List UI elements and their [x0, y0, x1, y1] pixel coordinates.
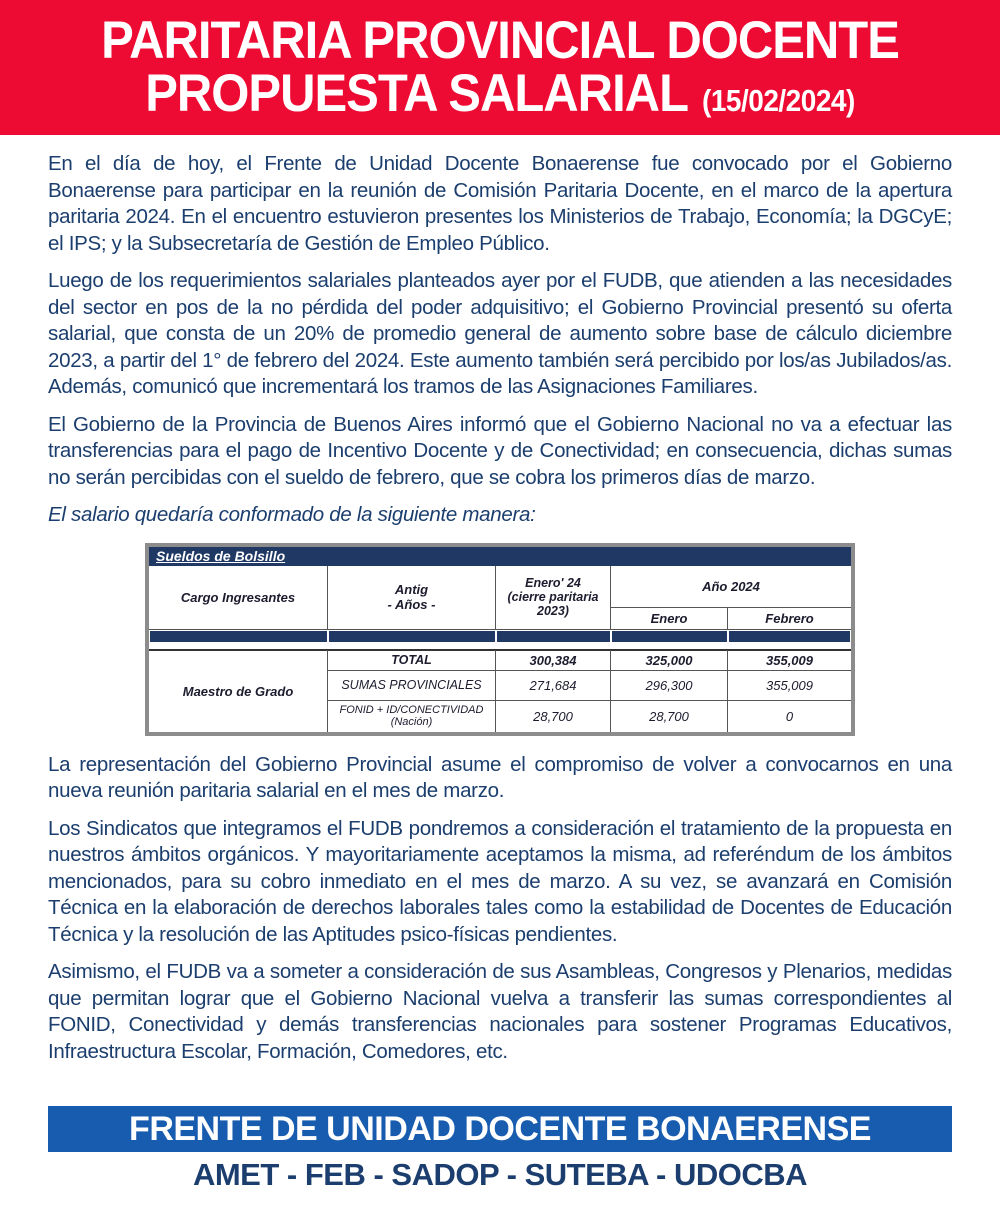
col-header-antig-line1: Antig [394, 582, 429, 597]
paragraph-5: Los Sindicatos que integramos el FUDB pondremos a consideración el tratamiento de la propuesta en nuestros ámbitos orgánicos. Y mayoritariamente aceptamos la misma, ad referéndum de los ámbitos mencionados, para su cobro inmediato en el mes de marzo. A su vez, se avanzará en Comisión Técnica en la elaboración de derechos laborales tales como la estabilidad de Docentes de Educación Técnica y la resolución de las Aptitudes psico-físicas pendientes. [48, 816, 952, 946]
col-header-anio2024: Año 2024 [611, 566, 851, 608]
paragraph-3: El Gobierno de la Provincia de Buenos Aires informó que el Gobierno Nacional no va a efectuar las transferencias para el pago de Incentivo Docente y de Conectividad; en consecuencia, dichas sumas no serán percibidas con el sueldo de febrero, que se cobra los primeros días de marzo. [48, 412, 952, 489]
col-header-enero24 [496, 566, 611, 630]
row-sumas-febrero: 355,009 [728, 671, 851, 701]
title-line-1: PARITARIA PROVINCIAL DOCENTE [101, 11, 899, 70]
col-header-antig-line2: - Años - [387, 597, 436, 612]
row-total-enero: 325,000 [611, 649, 728, 671]
row-fonid-enero: 28,700 [611, 701, 728, 732]
separator-band [329, 631, 495, 642]
title-line-2-text: PROPUESTA SALARIAL [145, 64, 688, 123]
paragraph-2: Luego de los requerimientos salariales planteados ayer por el FUDB, que atienden a las necesidades del sector en pos de la no pérdida del poder adquisitivo; el Gobierno Provincial presentó su oferta salarial, que consta de un 20% de promedio general de aumento sobre base de cálculo diciembre 2023, a partir del 1° de febrero del 2024. Este aumento también será percibido por los/as Jubilados/as. Además, comunicó que incrementará los tramos de las Asignaciones Familiares. [48, 269, 952, 398]
separator-band [612, 631, 727, 642]
paragraph-4: La representación del Gobierno Provincial asume el compromiso de volver a convocarnos en una nueva reunión paritaria salarial en el mes de marzo. [48, 752, 952, 802]
salary-table-title: Sueldos de Bolsillo [149, 547, 851, 566]
col-header-enero24-line1: Enero' 24 [525, 576, 581, 590]
row-fonid-febrero: 0 [785, 708, 794, 724]
salary-table [145, 543, 855, 736]
col-header-enero24-line2: (cierre paritaria [507, 590, 599, 604]
col-header-cargo: Cargo Ingresantes [149, 566, 328, 630]
row-total-enero24: 300,384 [496, 649, 611, 671]
separator-band [729, 631, 850, 642]
col-subheader-enero: Enero [611, 608, 728, 630]
salary-table-grid [149, 566, 851, 732]
row-total-label: TOTAL [328, 649, 496, 671]
col-header-antig [328, 566, 496, 630]
row-fonid-label-line1: FONID + ID/CONECTIVIDAD [339, 704, 484, 716]
footer-bar: FRENTE DE UNIDAD DOCENTE BONAERENSE [48, 1106, 952, 1152]
row-sumas-enero24: 271,684 [496, 671, 611, 701]
body-content [0, 135, 1000, 1065]
footer-unions-line: AMET - FEB - SADOP - SUTEBA - UDOCBA [192, 1157, 808, 1192]
row-total-febrero: 355,009 [728, 649, 851, 671]
separator-band [150, 631, 327, 642]
title-line-2 [145, 64, 855, 123]
footer [48, 1106, 952, 1193]
title-date: (15/02/2024) [702, 83, 855, 118]
paragraph-6: Asimismo, el FUDB va a someter a consideración de sus Asambleas, Congresos y Plenarios, medidas que permitan lograr que el Gobierno Nacional vuelva a transferir las sumas correspondientes al FONID, Conectividad y demás transferencias nacionales para sostener Programas Educativos, Infraestructura Escolar, Formación, Comedores, etc. [48, 960, 952, 1063]
row-fonid-label-line2: (Nación) [390, 716, 433, 728]
paragraph-1: En el día de hoy, el Frente de Unidad Docente Bonaerense fue convocado por el Gobierno Bonaerense para participar en la reunión de Comisión Paritaria Docente, en el marco de la apertura paritaria 2024. En el encuentro estuvieron presentes los Ministerios de Trabajo, Economía; la DGCyE; el IPS; y la Subsecretaría de Gestión de Empleo Público. [48, 152, 952, 255]
separator-band [497, 631, 610, 642]
row-sumas-enero: 296,300 [611, 671, 728, 701]
paragraph-salary-intro: El salario quedaría conformado de la siguiente manera: [48, 503, 536, 526]
row-sumas-label: SUMAS PROVINCIALES [328, 671, 496, 701]
col-subheader-febrero: Febrero [728, 608, 851, 630]
header-banner [0, 0, 1000, 135]
col-header-enero24-line3: 2023) [537, 604, 569, 618]
row-fonid-label [328, 701, 496, 732]
row-group-label: Maestro de Grado [149, 649, 328, 732]
row-fonid-enero24: 28,700 [496, 701, 611, 732]
